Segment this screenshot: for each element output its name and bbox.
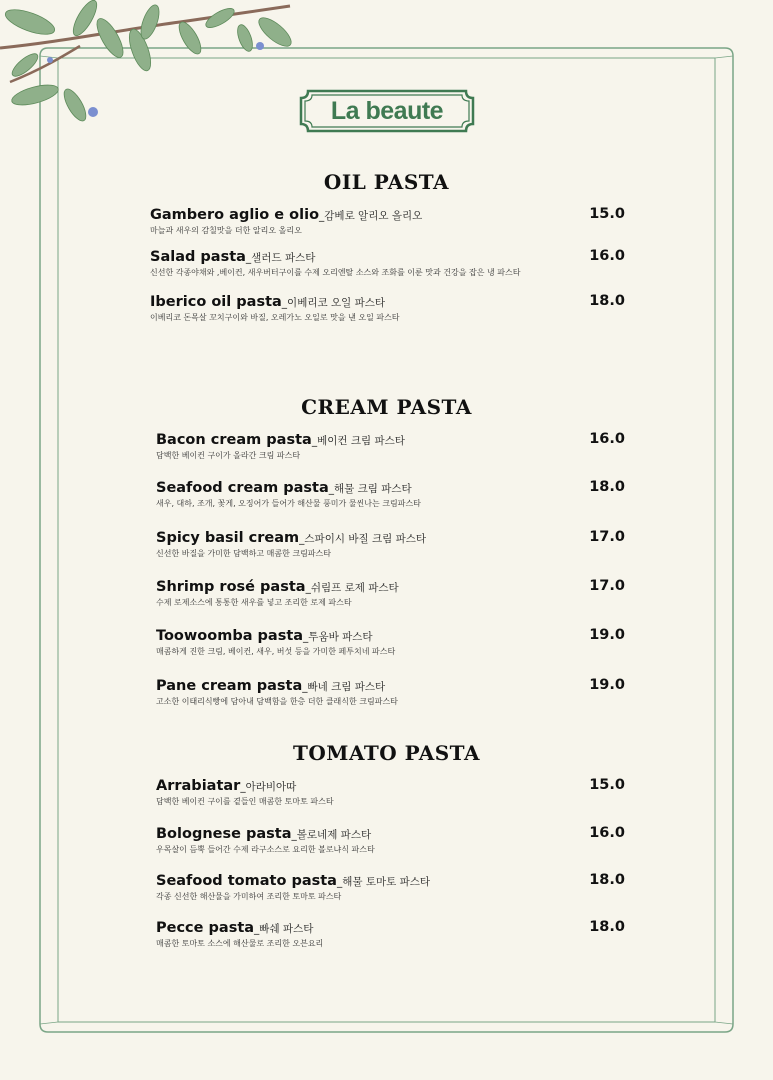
- item-price: 16.0: [589, 248, 625, 264]
- item-price: 16.0: [589, 431, 625, 447]
- item-price: 18.0: [589, 872, 625, 888]
- item-price: 15.0: [589, 206, 625, 222]
- menu-item: Gambero aglio e olio_감베로 알리오 올리오 마늘과 새우의 감칠맛을 더한 알리오 올리오: [150, 207, 423, 235]
- item-price: 19.0: [589, 677, 625, 693]
- menu-item: Pane cream pasta_빠네 크림 파스타 고소한 이태리식빵에 담아내 담백함을 한층 더한 클래식한 크림파스타: [156, 678, 398, 706]
- item-price: 17.0: [589, 529, 625, 545]
- section-title-oil-pasta: OIL PASTA: [323, 170, 450, 194]
- section-title-cream-pasta: CREAM PASTA: [301, 395, 472, 419]
- menu-item: Seafood cream pasta_해물 크림 파스타 새우, 대하, 조개, 꽃게, 오징어가 들어가 해산물 풍미가 물씬나는 크림파스타: [156, 480, 421, 508]
- menu-item: Pecce pasta_빠쉐 파스타 매콤한 토마토 소스에 해산물로 조리한 오븐요리: [156, 920, 324, 948]
- menu-item: Shrimp rosé pasta_쉬림프 로제 파스타 수제 로제소스에 통통한 새우를 넣고 조리한 로제 파스타: [156, 579, 399, 607]
- item-price: 18.0: [589, 479, 625, 495]
- menu-item: Iberico oil pasta_이베리코 오일 파스타 이베리코 돈목살 꼬치구이와 바질, 오레가노 오일로 맛을 낸 오일 파스타: [150, 294, 400, 322]
- menu-item: Spicy basil cream_스파이시 바질 크림 파스타 신선한 바질을 가미한 담백하고 매콤한 크림파스타: [156, 530, 426, 558]
- leaf-branch-icon: [0, 0, 300, 135]
- item-price: 15.0: [589, 777, 625, 793]
- brand-logo: [298, 88, 476, 134]
- menu-item: Toowoomba pasta_투움바 파스타 매콤하게 진한 크림, 베이컨, 새우, 버섯 등을 가미한 페투치네 파스타: [156, 628, 396, 656]
- menu-item: Arrabiatar_아라비아따 담백한 베이컨 구이를 곁들인 매콤한 토마토 파스타: [156, 778, 334, 806]
- item-price: 19.0: [589, 627, 625, 643]
- menu-item: Bolognese pasta_볼로네제 파스타 우목살이 듬뿍 들어간 수제 라구소스로 요리한 볼로냐식 파스타: [156, 826, 375, 854]
- brand-name: La beaute: [330, 96, 444, 125]
- menu-item: Bacon cream pasta_베이컨 크림 파스타 담백한 베이컨 구이가 올라간 크림 파스타: [156, 432, 405, 460]
- item-price: 16.0: [589, 825, 625, 841]
- menu-item: Salad pasta_샐러드 파스타 신선한 각종야채와 ,베이컨, 새우버터구이를 수제 오리엔탈 소스와 조화를 이룬 맛과 건강을 잡은 냉 파스타: [150, 249, 521, 277]
- item-price: 17.0: [589, 578, 625, 594]
- section-title-tomato-pasta: TOMATO PASTA: [293, 741, 480, 765]
- item-price: 18.0: [589, 293, 625, 309]
- item-price: 18.0: [589, 919, 625, 935]
- menu-item: Seafood tomato pasta_해물 토마토 파스타 각종 신선한 해산물을 가미하여 조리한 토마토 파스타: [156, 873, 431, 901]
